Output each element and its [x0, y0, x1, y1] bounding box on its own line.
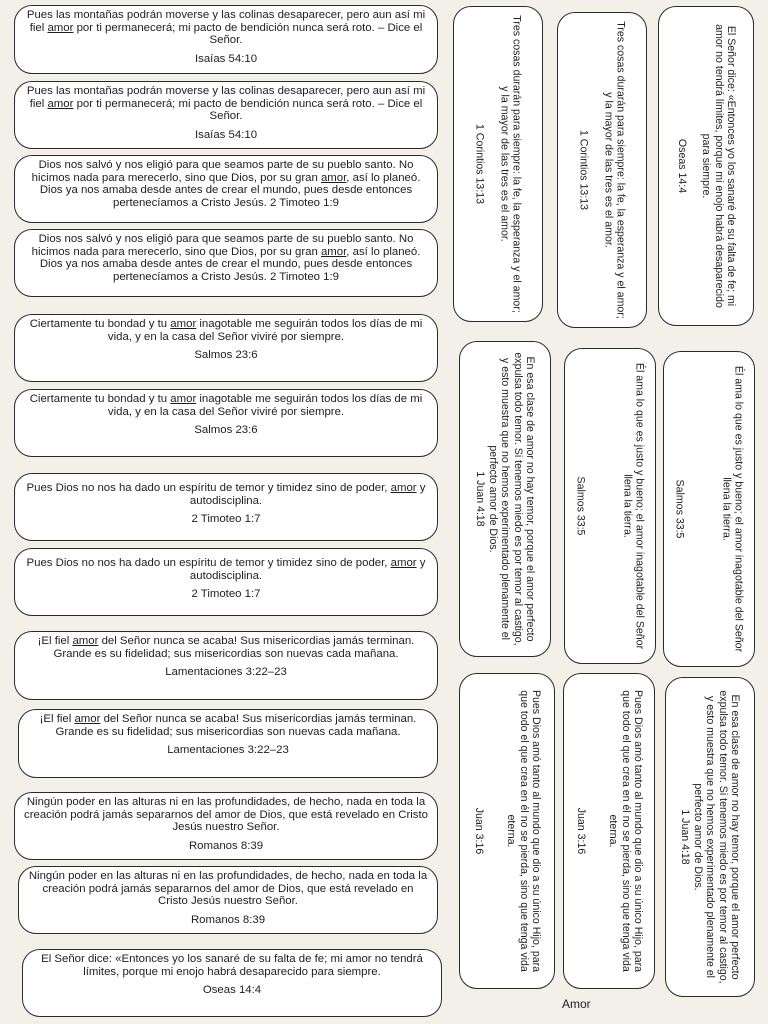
verse-card-rotated	[459, 673, 555, 989]
verse-card-rotated	[563, 673, 655, 989]
verse-card	[14, 155, 438, 223]
verse-card	[14, 792, 438, 860]
highlight-word: amor	[72, 635, 99, 647]
verse-card-rotated	[557, 12, 647, 328]
verse-text: Ciertamente tu bondad y tu amor inagotable me seguirán todos los días de mi vida, y en la casa del Señor viviré por siempre.	[29, 318, 423, 343]
verse-reference: Salmos 23:6	[194, 349, 258, 362]
verse-text: El Señor dice: «Entonces yo los sanaré de su falta de fe; mi amor no tendrá límites, porque mi enojo habrá desaparecido para siempre.	[700, 24, 737, 308]
verse-card-rotated	[658, 6, 754, 326]
verse-text: Tres cosas durarán para siempre: la fe, la esperanza y el amor; y la mayor de las tres es el amor.	[498, 15, 523, 313]
verse-card-rotated	[453, 6, 543, 322]
verse-text: Él ama lo que es justo y bueno; el amor inagotable del Señor llena la tierra.	[720, 365, 745, 653]
footer-label: Amor	[562, 997, 591, 1011]
verse-card	[14, 229, 438, 297]
verse-reference: Romanos 8:39	[190, 913, 266, 926]
verse-reference: 1 Juan 4:18	[679, 809, 692, 865]
verse-text: Ciertamente tu bondad y tu amor inagotable me seguirán todos los días de mi vida, y en la casa del Señor viviré por siempre.	[29, 393, 423, 418]
verse-reference: 2 Timoteo 1:7	[191, 513, 261, 526]
verse-text: En esa clase de amor no hay temor, porque el amor perfecto expulsa todo temor. Si tenemos miedo es por temor al castigo, y esto muestra que no hemos experimentado plenamente el perfecto amor de Dios.	[691, 690, 742, 984]
verse-reference: Juan 3:16	[574, 807, 587, 855]
highlight-word: amor	[390, 482, 417, 494]
verse-text: El Señor dice: «Entonces yo los sanaré de su falta de fe; mi amor no tendrá límites, porque mi enojo habrá desaparecido para siempre.	[41, 953, 423, 978]
verse-card	[14, 631, 438, 700]
verse-card	[14, 81, 438, 149]
verse-text: ¡El fiel amor del Señor nunca se acaba! Sus misericordias jamás terminan. Grande es su fidelidad; sus misericordias son nuevas cada mañana.	[37, 635, 415, 660]
verse-card-rotated	[663, 351, 755, 667]
verse-card	[14, 473, 438, 541]
verse-text: Pues Dios amó tanto al mundo que dio a su único Hijo, para que todo el que crea en él no se pierda, sino que tenga vida eterna.	[505, 689, 542, 973]
verse-text: Pues las montañas podrán moverse y las colinas desaparecer, pero aun así mi fiel amor por ti permanecerá; mi pacto de bendición nunca será roto. – Dice el Señor.	[26, 85, 426, 123]
verse-card	[22, 949, 442, 1017]
verse-text: Pues Dios no nos ha dado un espíritu de temor y timidez sino de poder, amor y autodisciplina.	[26, 557, 426, 582]
verse-card	[14, 548, 438, 616]
verse-reference: Isaías 54:10	[194, 52, 258, 65]
highlight-word: amor	[320, 245, 347, 258]
highlight-word: amor	[170, 393, 197, 405]
verse-card-rotated	[459, 341, 551, 657]
highlight-word: amor	[390, 557, 417, 569]
verse-text: Ningún poder en las alturas ni en las profundidades, de hecho, nada en toda la creación podrá jamás separarnos del amor de Dios, que está revelado en Cristo Jesús nuestro Señor.	[28, 870, 428, 908]
verse-text: Dios nos salvó y nos eligió para que seamos parte de su pueblo santo. No hicimos nada para merecerlo, sino que Dios, por su gran amor, así lo planeó. Dios ya nos amaba desde antes de crear el mundo, pues desde entonces pertenecíamos a Cristo Jesús. 2 Timoteo 1:9	[31, 159, 421, 209]
verse-card	[18, 709, 438, 778]
verse-text: ¡El fiel amor del Señor nunca se acaba! Sus misericordias jamás terminan. Grande es su fidelidad; sus misericordias son nuevas cada mañana.	[39, 713, 417, 738]
verse-card	[14, 5, 438, 74]
verse-reference: 1 Corintios 13:13	[473, 123, 486, 205]
verse-reference: 1 Corintios 13:13	[577, 129, 590, 211]
highlight-word: amor	[320, 171, 347, 184]
verse-card-rotated	[564, 348, 656, 664]
highlight-word: amor	[47, 97, 74, 110]
verse-text: Pues las montañas podrán moverse y las colinas desaparecer, pero aun así mi fiel amor por ti permanecerá; mi pacto de bendición nunca será roto. – Dice el Señor.	[26, 9, 426, 47]
verse-text: Ningún poder en las alturas ni en las profundidades, de hecho, nada en toda la creación podrá jamás separarnos del amor de Dios, que está revelado en Cristo Jesús nuestro Señor.	[24, 796, 428, 834]
verse-text: Él ama lo que es justo y bueno; el amor inagotable del Señor llena la tierra.	[621, 362, 646, 650]
verse-reference: Oseas 14:4	[675, 138, 688, 194]
verse-reference: Lamentaciones 3:22–23	[165, 666, 287, 679]
verse-reference: Juan 3:16	[472, 807, 485, 855]
highlight-word: amor	[47, 21, 74, 34]
verse-reference: Salmos 33:5	[574, 476, 587, 536]
verse-text: Tres cosas durarán para siempre: la fe, la esperanza y el amor; y la mayor de las tres es el amor.	[602, 21, 627, 319]
verse-reference: Isaías 54:10	[194, 128, 258, 141]
verse-card	[14, 389, 438, 457]
verse-text: Dios nos salvó y nos eligió para que seamos parte de su pueblo santo. No hicimos nada para merecerlo, sino que Dios, por su gran amor, así lo planeó. Dios ya nos amaba desde antes de crear el mundo, pues desde entonces pertenecíamos a Cristo Jesús. 2 Timoteo 1:9	[31, 233, 421, 283]
verse-card-rotated	[665, 677, 755, 997]
verse-card	[18, 866, 438, 934]
verse-reference: Lamentaciones 3:22–23	[167, 744, 289, 757]
verse-card	[14, 314, 438, 382]
verse-reference: 1 Juan 4:18	[474, 471, 487, 527]
verse-reference: Romanos 8:39	[188, 839, 264, 852]
verse-reference: 2 Timoteo 1:7	[191, 588, 261, 601]
highlight-word: amor	[74, 713, 101, 725]
verse-text: Pues Dios no nos ha dado un espíritu de temor y timidez sino de poder, amor y autodisciplina.	[26, 482, 426, 507]
verse-reference: Salmos 33:5	[673, 479, 686, 539]
verse-reference: Oseas 14:4	[202, 984, 262, 997]
verse-text: Pues Dios amó tanto al mundo que dio a su único Hijo, para que todo el que crea en él no se pierda, sino que tenga vida eterna.	[607, 689, 644, 973]
verse-text: En esa clase de amor no hay temor, porque el amor perfecto expulsa todo temor. Si tenemos miedo es por temor al castigo, y esto muestra que no hemos experimentado plenamente el perfecto amor de Dios.	[486, 352, 537, 646]
highlight-word: amor	[170, 318, 197, 330]
verse-reference: Salmos 23:6	[194, 424, 258, 437]
